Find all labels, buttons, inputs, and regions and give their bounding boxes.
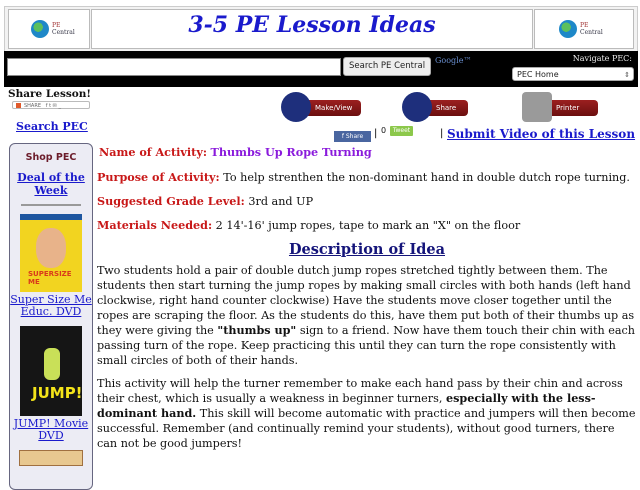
separator: | [374,128,378,139]
header-title-cell [91,9,533,49]
sidebar-divider [21,204,81,206]
page-header [4,6,638,52]
activity-name-field [99,145,637,160]
image-caption: SUPERSIZE ME [28,270,72,286]
navigate-selected-value: PEC Home [517,70,559,79]
description-heading: Description of Idea [288,241,446,258]
jump-movie-link[interactable]: JUMP! Movie DVD [13,417,89,442]
field-label: Suggested Grade Level: [97,194,245,208]
envelope-icon [402,92,432,122]
description-paragraph-2 [97,376,637,451]
lesson-content [97,145,637,459]
search-nav-bar [4,51,638,87]
field-label: Purpose of Activity: [97,170,220,184]
logo-text-pe: PE [580,22,589,29]
button-label: Share This Idea [416,100,468,116]
materials-value: 2 14'-16' jump ropes, tape to mark an "X" on the floor [215,219,521,232]
google-logo: Google™ [435,56,472,65]
activity-name-value: Thumbs Up Rope Turning [210,145,372,159]
globe-icon [559,20,577,38]
share-widget-label: SHARE [24,103,41,109]
super-size-me-link[interactable]: Super Size Me Educ. DVD [10,293,92,318]
deal-of-week-link[interactable]: Deal of the Week [17,171,85,197]
text: Two students hold a pair of double dutch jump ropes stretched tightly between them. The students then start turning the jump ropes by making small circles with both hands (left hand clockwise, right hand counter clockwise) Have the students move closer together until the ropes are scraping the floor. As the students do this, have them put both of their thumbs up as they were giving the [97,264,635,337]
addthis-share-button[interactable] [12,101,90,109]
grade-level-field [97,194,637,209]
purpose-value: To help strenthen the non-dominant hand in double dutch rope turning. [223,171,630,184]
separator: | [440,128,444,139]
image-caption: JUMP! [32,384,83,402]
text: sign to a friend. Now have them touch their chin with each passing turn of the rope. Keep practicing this until they can turn the rope consistently with small circles of both of their hands. [97,324,636,367]
logo-text-pe: PE [52,22,61,29]
globe-icon [31,20,49,38]
shop-pec-title: Shop PEC [25,152,77,163]
jump-movie-dvd-image[interactable] [20,326,82,416]
social-icons: f t ✉ _ [45,103,61,109]
text: This activity will help the turner remember to make each hand pass by their chin and across their chest, which is usually a weakness in beginner turners, [97,377,623,405]
facebook-share-button[interactable]: f Share [334,131,371,142]
search-pe-central-button[interactable]: Search PE Central [343,57,431,76]
description-paragraph-1 [97,263,637,368]
search-pec-link[interactable]: Search PEC [16,120,88,133]
select-arrows-icon: ⇕ [624,71,630,79]
face-image [36,228,66,268]
pencil-icon [281,92,311,122]
page-title: 3-5 PE Lesson Ideas [188,12,436,38]
super-size-me-dvd-image[interactable] [20,214,82,292]
pe-central-logo-right[interactable] [559,20,603,38]
button-label: Printer Friendly [536,100,598,116]
tweet-count: 0 [381,126,387,135]
grade-level-value: 3rd and UP [248,195,314,208]
logo-text-central: Central [580,29,603,36]
printer-icon [522,92,552,122]
header-logo-right-cell [534,9,634,49]
submit-video-link[interactable]: Submit Video of this Lesson [447,127,636,141]
logo-text-central: Central [52,29,75,36]
share-plus-icon [16,103,21,108]
third-product-image[interactable] [19,450,83,466]
purpose-field [97,170,637,185]
bold-text: especially with the less-dominant hand. [97,391,596,420]
navigate-pec-label: Navigate PEC: [572,54,632,63]
shop-pec-sidebar [9,143,93,490]
tweet-button[interactable]: Tweet [390,126,413,136]
button-label: Make/View Comments [295,100,361,116]
field-label: Name of Activity: [99,145,207,159]
text: This skill will become automatic with practice and jumpers will then become successful. Remember (and continually remind your students), without good turners, there can not be good jumpers! [97,407,636,450]
materials-field [97,218,637,233]
navigate-pec-select[interactable] [512,67,634,81]
pe-central-logo-left[interactable] [31,20,75,38]
bold-text: "thumbs up" [217,323,297,337]
field-label: Materials Needed: [97,218,213,232]
jumper-figure [44,348,60,380]
search-input[interactable] [7,58,341,76]
share-lesson-heading: Share Lesson! [8,88,92,100]
header-logo-left-cell [8,9,90,49]
